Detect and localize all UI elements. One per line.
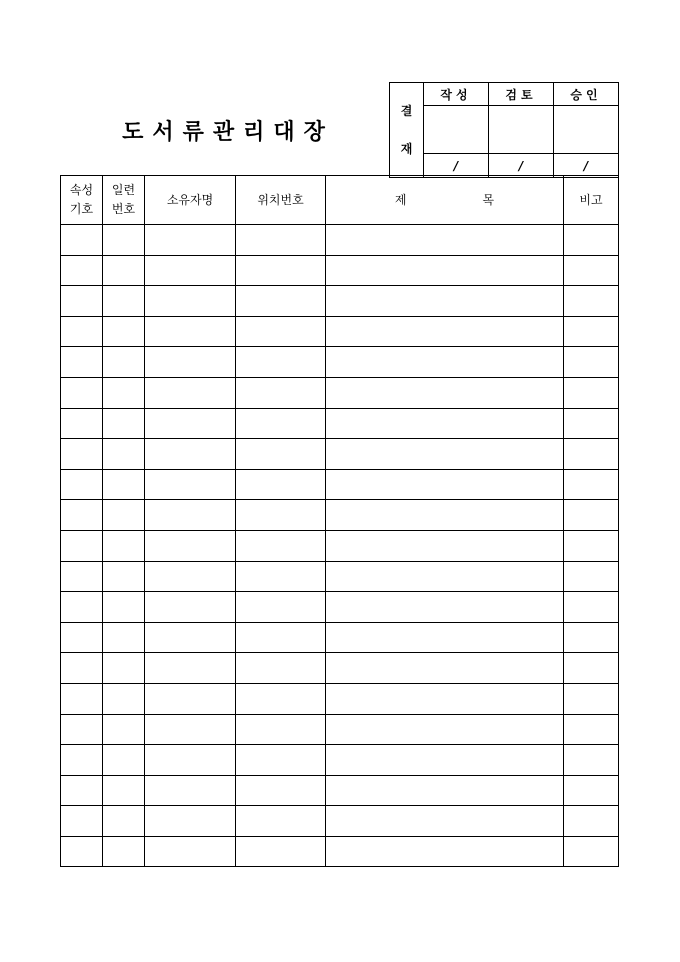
table-row bbox=[61, 653, 619, 684]
cell-attr-code[interactable] bbox=[61, 500, 103, 531]
cell-serial[interactable] bbox=[103, 561, 145, 592]
cell-serial[interactable] bbox=[103, 592, 145, 623]
header-serial-line2: 번호 bbox=[111, 202, 136, 216]
cell-remarks[interactable] bbox=[564, 592, 619, 623]
table-row bbox=[61, 775, 619, 806]
cell-remarks[interactable] bbox=[564, 806, 619, 837]
cell-owner[interactable] bbox=[145, 316, 236, 347]
cell-subject[interactable] bbox=[326, 500, 564, 531]
cell-subject[interactable] bbox=[326, 683, 564, 714]
cell-owner[interactable] bbox=[145, 683, 236, 714]
cell-remarks[interactable] bbox=[564, 530, 619, 561]
cell-remarks[interactable] bbox=[564, 469, 619, 500]
table-row bbox=[61, 836, 619, 867]
header-attr-code-line2: 기호 bbox=[69, 202, 94, 216]
cell-subject[interactable] bbox=[326, 622, 564, 653]
cell-owner[interactable] bbox=[145, 347, 236, 378]
cell-remarks[interactable] bbox=[564, 714, 619, 745]
cell-serial[interactable] bbox=[103, 500, 145, 531]
table-row bbox=[61, 500, 619, 531]
cell-serial[interactable] bbox=[103, 347, 145, 378]
table-row bbox=[61, 683, 619, 714]
cell-owner[interactable] bbox=[145, 530, 236, 561]
page-title: 도서류관리대장 bbox=[122, 118, 334, 145]
table-row bbox=[61, 286, 619, 317]
cell-owner[interactable] bbox=[145, 745, 236, 776]
cell-remarks[interactable] bbox=[564, 561, 619, 592]
cell-subject[interactable] bbox=[326, 836, 564, 867]
cell-location[interactable] bbox=[236, 408, 326, 439]
cell-remarks[interactable] bbox=[564, 377, 619, 408]
cell-owner[interactable] bbox=[145, 408, 236, 439]
approval-date-review[interactable]: / bbox=[489, 154, 554, 178]
cell-attr-code[interactable] bbox=[61, 347, 103, 378]
cell-attr-code[interactable] bbox=[61, 286, 103, 317]
cell-location[interactable] bbox=[236, 806, 326, 837]
cell-serial[interactable] bbox=[103, 775, 145, 806]
approval-col-write: 작성 bbox=[424, 83, 489, 106]
approval-date-write[interactable]: / bbox=[424, 154, 489, 178]
cell-location[interactable] bbox=[236, 836, 326, 867]
cell-remarks[interactable] bbox=[564, 653, 619, 684]
table-row bbox=[61, 561, 619, 592]
cell-owner[interactable] bbox=[145, 622, 236, 653]
cell-remarks[interactable] bbox=[564, 683, 619, 714]
cell-subject[interactable] bbox=[326, 225, 564, 256]
cell-attr-code[interactable] bbox=[61, 806, 103, 837]
cell-subject[interactable] bbox=[326, 347, 564, 378]
cell-attr-code[interactable] bbox=[61, 775, 103, 806]
table-row bbox=[61, 408, 619, 439]
cell-owner[interactable] bbox=[145, 836, 236, 867]
approval-col-review: 검토 bbox=[489, 83, 554, 106]
approval-col-approve: 승인 bbox=[554, 83, 619, 106]
cell-subject[interactable] bbox=[326, 714, 564, 745]
cell-attr-code[interactable] bbox=[61, 530, 103, 561]
cell-subject[interactable] bbox=[326, 775, 564, 806]
cell-owner[interactable] bbox=[145, 469, 236, 500]
cell-serial[interactable] bbox=[103, 806, 145, 837]
cell-location[interactable] bbox=[236, 255, 326, 286]
cell-serial[interactable] bbox=[103, 408, 145, 439]
cell-serial[interactable] bbox=[103, 683, 145, 714]
cell-owner[interactable] bbox=[145, 286, 236, 317]
cell-location[interactable] bbox=[236, 469, 326, 500]
approval-label bbox=[390, 83, 424, 178]
cell-subject[interactable] bbox=[326, 439, 564, 470]
cell-remarks[interactable] bbox=[564, 836, 619, 867]
cell-subject[interactable] bbox=[326, 561, 564, 592]
register-header-row bbox=[61, 176, 619, 225]
approval-sign-approve[interactable] bbox=[554, 106, 619, 154]
cell-attr-code[interactable] bbox=[61, 439, 103, 470]
cell-location[interactable] bbox=[236, 592, 326, 623]
cell-serial[interactable] bbox=[103, 439, 145, 470]
cell-remarks[interactable] bbox=[564, 316, 619, 347]
cell-attr-code[interactable] bbox=[61, 714, 103, 745]
header-subject bbox=[326, 176, 564, 225]
cell-attr-code[interactable] bbox=[61, 622, 103, 653]
cell-owner[interactable] bbox=[145, 592, 236, 623]
cell-attr-code[interactable] bbox=[61, 653, 103, 684]
cell-remarks[interactable] bbox=[564, 347, 619, 378]
table-row bbox=[61, 622, 619, 653]
approval-sign-write[interactable] bbox=[424, 106, 489, 154]
header-serial bbox=[103, 176, 145, 225]
cell-location[interactable] bbox=[236, 745, 326, 776]
cell-subject[interactable] bbox=[326, 653, 564, 684]
cell-location[interactable] bbox=[236, 439, 326, 470]
cell-subject[interactable] bbox=[326, 408, 564, 439]
cell-owner[interactable] bbox=[145, 561, 236, 592]
cell-subject[interactable] bbox=[326, 286, 564, 317]
table-row bbox=[61, 439, 619, 470]
cell-remarks[interactable] bbox=[564, 408, 619, 439]
cell-attr-code[interactable] bbox=[61, 225, 103, 256]
table-row bbox=[61, 530, 619, 561]
cell-owner[interactable] bbox=[145, 377, 236, 408]
cell-attr-code[interactable] bbox=[61, 469, 103, 500]
header-owner: 소유자명 bbox=[145, 176, 236, 225]
cell-location[interactable] bbox=[236, 316, 326, 347]
cell-location[interactable] bbox=[236, 500, 326, 531]
cell-subject[interactable] bbox=[326, 745, 564, 776]
cell-owner[interactable] bbox=[145, 775, 236, 806]
cell-location[interactable] bbox=[236, 530, 326, 561]
cell-remarks[interactable] bbox=[564, 286, 619, 317]
cell-serial[interactable] bbox=[103, 836, 145, 867]
cell-subject[interactable] bbox=[326, 316, 564, 347]
cell-attr-code[interactable] bbox=[61, 592, 103, 623]
table-row bbox=[61, 714, 619, 745]
cell-attr-code[interactable] bbox=[61, 561, 103, 592]
cell-attr-code[interactable] bbox=[61, 836, 103, 867]
cell-subject[interactable] bbox=[326, 806, 564, 837]
approval-box bbox=[389, 82, 619, 178]
table-row bbox=[61, 255, 619, 286]
cell-attr-code[interactable] bbox=[61, 683, 103, 714]
cell-location[interactable] bbox=[236, 775, 326, 806]
cell-remarks[interactable] bbox=[564, 745, 619, 776]
approval-date-approve[interactable]: / bbox=[554, 154, 619, 178]
header-attr-code-line1: 속성 bbox=[69, 183, 94, 197]
cell-remarks[interactable] bbox=[564, 622, 619, 653]
cell-subject[interactable] bbox=[326, 255, 564, 286]
cell-serial[interactable] bbox=[103, 225, 145, 256]
cell-location[interactable] bbox=[236, 561, 326, 592]
cell-serial[interactable] bbox=[103, 745, 145, 776]
table-row bbox=[61, 316, 619, 347]
table-row bbox=[61, 806, 619, 837]
cell-location[interactable] bbox=[236, 714, 326, 745]
cell-owner[interactable] bbox=[145, 806, 236, 837]
header-subject-b: 목 bbox=[482, 192, 495, 207]
cell-serial[interactable] bbox=[103, 530, 145, 561]
cell-serial[interactable] bbox=[103, 286, 145, 317]
cell-remarks[interactable] bbox=[564, 439, 619, 470]
cell-serial[interactable] bbox=[103, 622, 145, 653]
header-subject-a: 제 bbox=[394, 192, 407, 207]
table-row bbox=[61, 225, 619, 256]
cell-owner[interactable] bbox=[145, 439, 236, 470]
cell-remarks[interactable] bbox=[564, 255, 619, 286]
cell-owner[interactable] bbox=[145, 714, 236, 745]
cell-remarks[interactable] bbox=[564, 225, 619, 256]
cell-attr-code[interactable] bbox=[61, 316, 103, 347]
cell-location[interactable] bbox=[236, 683, 326, 714]
header-serial-line1: 일련 bbox=[111, 183, 136, 197]
cell-location[interactable] bbox=[236, 286, 326, 317]
cell-serial[interactable] bbox=[103, 469, 145, 500]
cell-remarks[interactable] bbox=[564, 500, 619, 531]
cell-attr-code[interactable] bbox=[61, 408, 103, 439]
approval-label-bottom: 재 bbox=[400, 142, 413, 156]
cell-serial[interactable] bbox=[103, 377, 145, 408]
cell-serial[interactable] bbox=[103, 653, 145, 684]
cell-attr-code[interactable] bbox=[61, 745, 103, 776]
cell-owner[interactable] bbox=[145, 225, 236, 256]
cell-attr-code[interactable] bbox=[61, 377, 103, 408]
approval-sign-review[interactable] bbox=[489, 106, 554, 154]
table-row bbox=[61, 377, 619, 408]
cell-serial[interactable] bbox=[103, 316, 145, 347]
cell-subject[interactable] bbox=[326, 592, 564, 623]
cell-serial[interactable] bbox=[103, 714, 145, 745]
approval-label-top: 결 bbox=[400, 104, 413, 118]
cell-location[interactable] bbox=[236, 622, 326, 653]
cell-subject[interactable] bbox=[326, 377, 564, 408]
cell-attr-code[interactable] bbox=[61, 255, 103, 286]
register-body bbox=[61, 225, 619, 867]
cell-owner[interactable] bbox=[145, 255, 236, 286]
table-row bbox=[61, 347, 619, 378]
cell-location[interactable] bbox=[236, 377, 326, 408]
table-row bbox=[61, 745, 619, 776]
table-row bbox=[61, 592, 619, 623]
cell-remarks[interactable] bbox=[564, 775, 619, 806]
cell-location[interactable] bbox=[236, 347, 326, 378]
cell-location[interactable] bbox=[236, 653, 326, 684]
header-attr-code bbox=[61, 176, 103, 225]
cell-owner[interactable] bbox=[145, 500, 236, 531]
register-table bbox=[60, 175, 619, 867]
header-remarks: 비고 bbox=[564, 176, 619, 225]
table-row bbox=[61, 469, 619, 500]
cell-location[interactable] bbox=[236, 225, 326, 256]
header-location: 위치번호 bbox=[236, 176, 326, 225]
cell-subject[interactable] bbox=[326, 530, 564, 561]
cell-owner[interactable] bbox=[145, 653, 236, 684]
cell-serial[interactable] bbox=[103, 255, 145, 286]
cell-subject[interactable] bbox=[326, 469, 564, 500]
